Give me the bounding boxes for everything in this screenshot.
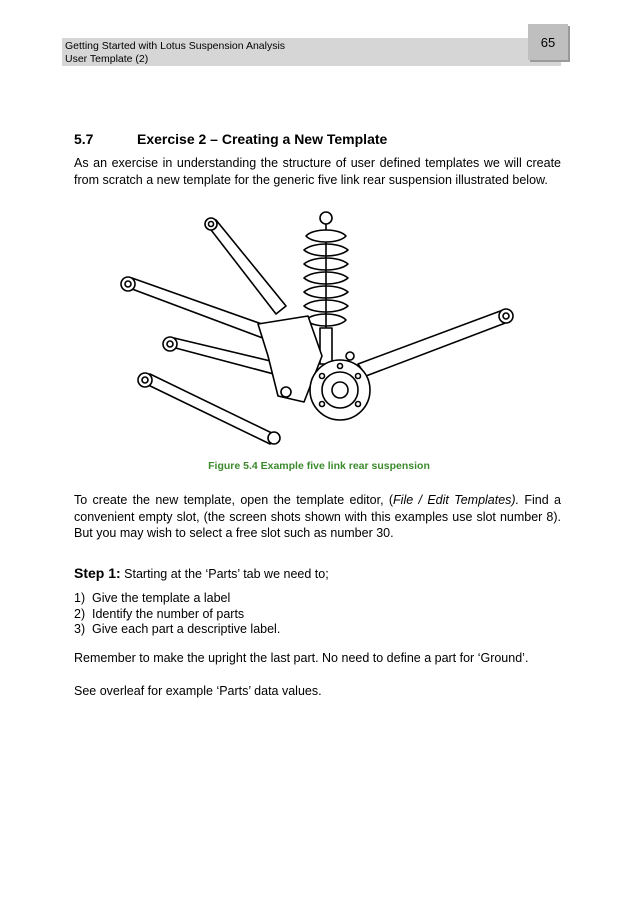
running-header [65,40,285,65]
step1-label: Step 1: [74,565,121,581]
reminder-paragraph: Remember to make the upright the last part. No need to define a part for ‘Ground’. [74,651,529,665]
page-number: 65 [528,24,568,60]
header-subtitle: User Template (2) [65,52,149,65]
section-title: Exercise 2 – Creating a New Template [137,131,388,147]
list-item: 2) Identify the number of parts [74,606,245,621]
step1-text: Starting at the ‘Parts’ tab we need to; [120,567,329,581]
section-number: 5.7 [74,131,94,147]
step1-heading [74,565,329,581]
section-heading [74,131,387,147]
header-title: Getting Started with Lotus Suspension Analysis [65,40,286,52]
menu-path: File / Edit Templates). [393,493,520,507]
suspension-illustration [108,206,524,452]
intro-paragraph: As an exercise in understanding the structure of user defined templates we will create from scratch a new template for the generic five link rear suspension illustrated below. [74,156,561,187]
list-item: 3) Give each part a descriptive label. [74,622,281,636]
step1-list [74,591,280,638]
list-item: 1) Give the template a label [74,591,231,605]
instructions-paragraph [74,492,561,542]
instructions-part2: Find a convenient empty slot, (the screen shots shown with this examples use slot number 8). But you may wish to select a free slot such as number 30. [74,493,562,540]
instructions-part1: To create the new template, open the template editor, ( [74,493,394,507]
see-overleaf-paragraph: See overleaf for example ‘Parts’ data values. [74,684,322,698]
figure-caption: Figure 5.4 Example five link rear suspension [208,460,430,472]
